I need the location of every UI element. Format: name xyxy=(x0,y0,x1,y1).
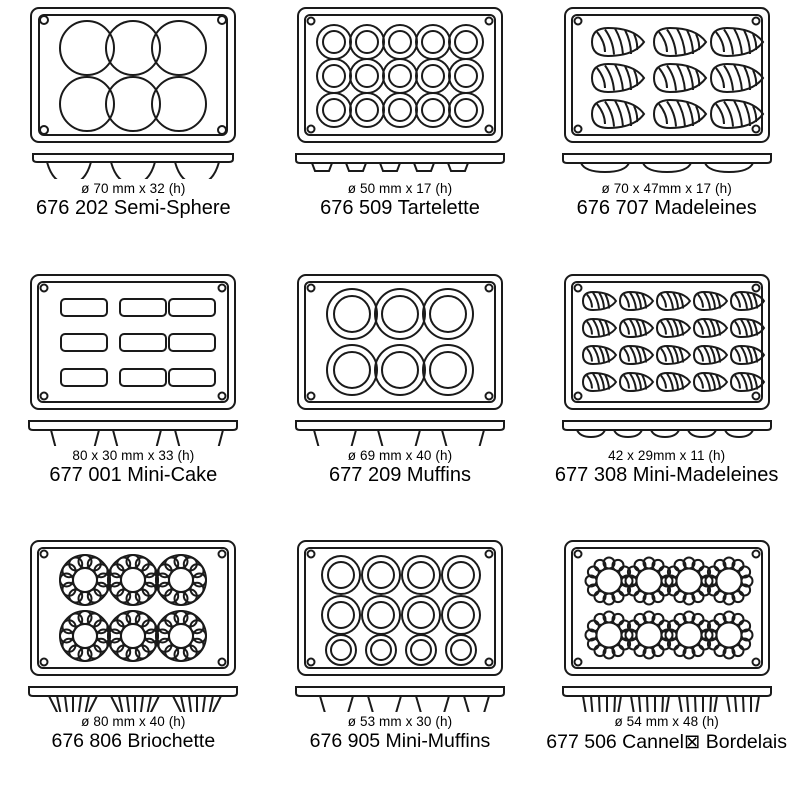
mold-illustration-mini-muffins xyxy=(284,537,516,712)
mold-illustration-briochette xyxy=(17,537,249,712)
catalog-item-mini-cake xyxy=(0,267,267,534)
mold-title: 676 202 Semi-Sphere xyxy=(36,197,231,219)
catalog-item-briochette xyxy=(0,533,267,800)
catalog-item-mini-muffins xyxy=(267,533,534,800)
mold-title: 676 905 Mini-Muffins xyxy=(309,730,491,753)
catalog-item-cannele-bordelais xyxy=(533,533,800,800)
mold-illustration-muffins xyxy=(284,271,516,446)
mold-illustration-mini-madeleines xyxy=(551,271,783,446)
mold-title: 676 509 Tartelette xyxy=(320,197,480,219)
mold-dimensions: ø 53 mm x 30 (h) xyxy=(347,714,453,730)
catalog-item-semi-sphere xyxy=(0,0,267,267)
mold-dimensions: ø 69 mm x 40 (h) xyxy=(347,447,453,463)
mold-dimensions: ø 50 mm x 17 (h) xyxy=(347,181,453,196)
mold-illustration-mini-cake xyxy=(17,271,249,446)
catalog-item-tartelette xyxy=(267,0,534,267)
mold-title: 677 506 Cannel⊠ Bordelais xyxy=(546,731,788,754)
mold-illustration-cannele xyxy=(551,537,783,712)
mold-title: 677 209 Muffins xyxy=(329,463,471,486)
mold-dimensions: ø 70 mm x 32 (h) xyxy=(81,181,186,196)
mold-dimensions: ø 54 mm x 48 (h) xyxy=(614,714,719,730)
mold-title: 677 001 Mini-Cake xyxy=(49,463,218,486)
mold-illustration-tartelette xyxy=(284,4,516,179)
mold-dimensions: 42 x 29mm x 11 (h) xyxy=(608,447,726,463)
catalog-item-madeleines xyxy=(533,0,800,267)
mold-title: 676 806 Briochette xyxy=(51,730,216,753)
catalog-item-mini-madeleines xyxy=(533,267,800,534)
mold-illustration-semi-sphere xyxy=(17,4,249,179)
catalog-item-muffins xyxy=(267,267,534,534)
mold-dimensions: ø 80 mm x 40 (h) xyxy=(81,714,186,730)
mold-dimensions: 80 x 30 mm x 33 (h) xyxy=(72,447,195,463)
mold-illustration-madeleines xyxy=(551,4,783,179)
mold-title: 677 308 Mini-Madeleines xyxy=(554,463,779,486)
mold-title: 676 707 Madeleines xyxy=(576,197,757,219)
mold-dimensions: ø 70 x 47mm x 17 (h) xyxy=(601,181,732,196)
